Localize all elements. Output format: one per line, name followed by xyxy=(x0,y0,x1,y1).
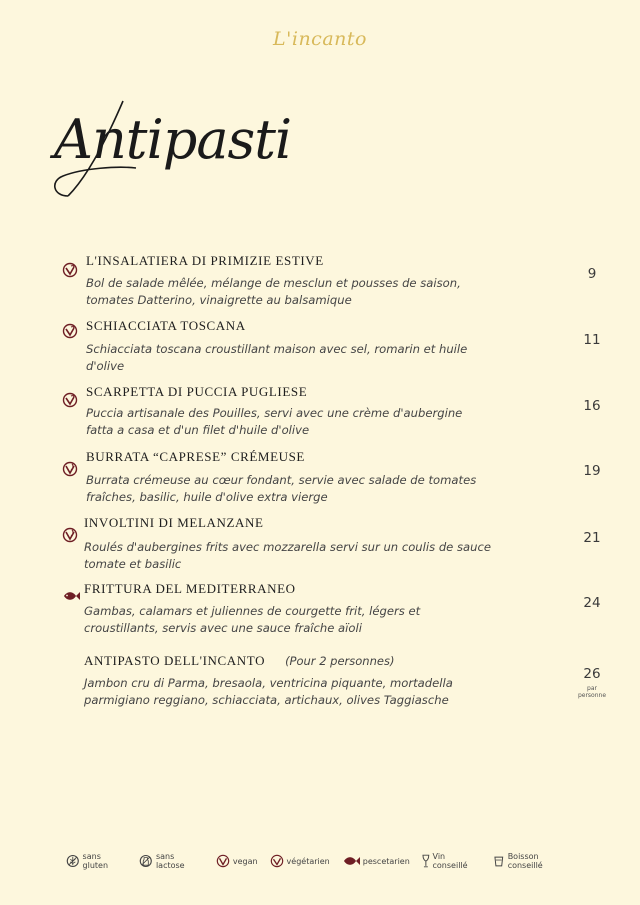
item-price: 24 xyxy=(583,595,601,611)
item-description: Burrata crémeuse au cœur fondant, servie avec salade de tomates fraîches, basilic, huile d'olive extra vierge xyxy=(86,473,477,504)
dietary-legend xyxy=(66,853,586,869)
vegan-icon xyxy=(62,461,78,477)
item-price: 9 xyxy=(587,266,597,282)
lactose-free-icon xyxy=(139,854,153,868)
item-description: Bol de salade mêlée, mélange de mesclun et pousses de saison, tomates Datterino, vinaigrette au balsamique xyxy=(86,276,461,307)
vegetarian-icon xyxy=(62,323,78,339)
vegetarian-icon xyxy=(62,392,78,408)
brand-logo: L'incanto xyxy=(273,28,367,50)
item-price: 11 xyxy=(583,332,601,348)
item-name: ANTIPASTO DELL'INCANTO (Pour 2 personnes) xyxy=(84,653,395,668)
legend-label: sans gluten xyxy=(82,852,109,870)
item-note: (Pour 2 personnes) xyxy=(285,654,395,668)
fish-icon xyxy=(62,590,80,602)
item-name: INVOLTINI DI MELANZANE xyxy=(84,515,264,530)
vegetarian-icon xyxy=(62,262,78,278)
section-title: Antipasti xyxy=(54,108,292,171)
legend-item xyxy=(342,855,410,867)
item-description: Roulés d'aubergines frits avec mozzarella servi sur un coulis de sauce tomate et basilic xyxy=(84,540,492,571)
item-description: Jambon cru di Parma, bresaola, ventricina piquante, mortadella parmigiano reggiano, schiacciata, artichaux, olives Taggiasche xyxy=(84,676,453,707)
legend-label: pescetarien xyxy=(362,856,410,866)
price-unit: par personne xyxy=(577,685,607,699)
vegan-icon xyxy=(216,854,230,868)
legend-item xyxy=(139,852,203,870)
item-name: FRITTURA DEL MEDITERRANEO xyxy=(84,581,296,596)
gluten-free-icon xyxy=(66,854,80,868)
wine-glass-icon xyxy=(422,854,430,868)
item-description: Gambas, calamars et juliennes de courgette frit, légers et croustillants, servis avec une sauce fraîche aïoli xyxy=(84,604,421,635)
item-name: SCARPETTA DI PUCCIA PUGLIESE xyxy=(86,384,308,399)
vegetarian-icon xyxy=(270,854,284,868)
legend-label: végétarien xyxy=(286,856,330,866)
item-name: BURRATA “CAPRESE” CRÉMEUSE xyxy=(86,449,305,464)
legend-label: Boisson conseillé xyxy=(507,852,543,870)
legend-item xyxy=(422,852,481,870)
item-price: 19 xyxy=(583,463,601,479)
item-price: 16 xyxy=(583,398,601,414)
legend-item xyxy=(493,852,574,870)
drink-icon xyxy=(493,855,505,867)
vegan-icon xyxy=(62,527,78,543)
legend-item xyxy=(66,852,127,870)
item-name: SCHIACCIATA TOSCANA xyxy=(86,318,246,333)
legend-item xyxy=(270,854,330,868)
fish-icon xyxy=(342,855,360,867)
legend-label: sans lactose xyxy=(155,852,185,870)
item-description: Schiacciata toscana croustillant maison avec sel, romarin et huile d'olive xyxy=(86,342,468,373)
legend-item xyxy=(216,854,258,868)
item-price: 21 xyxy=(583,530,601,546)
legend-label: Vin conseillé xyxy=(432,852,468,870)
item-name: L'INSALATIERA DI PRIMIZIE ESTIVE xyxy=(86,253,324,268)
item-description: Puccia artisanale des Pouilles, servi avec une crème d'aubergine fatta a casa et d'un filet d'huile d'olive xyxy=(86,406,463,437)
item-price: 26 xyxy=(583,666,601,682)
legend-label: vegan xyxy=(232,856,258,866)
